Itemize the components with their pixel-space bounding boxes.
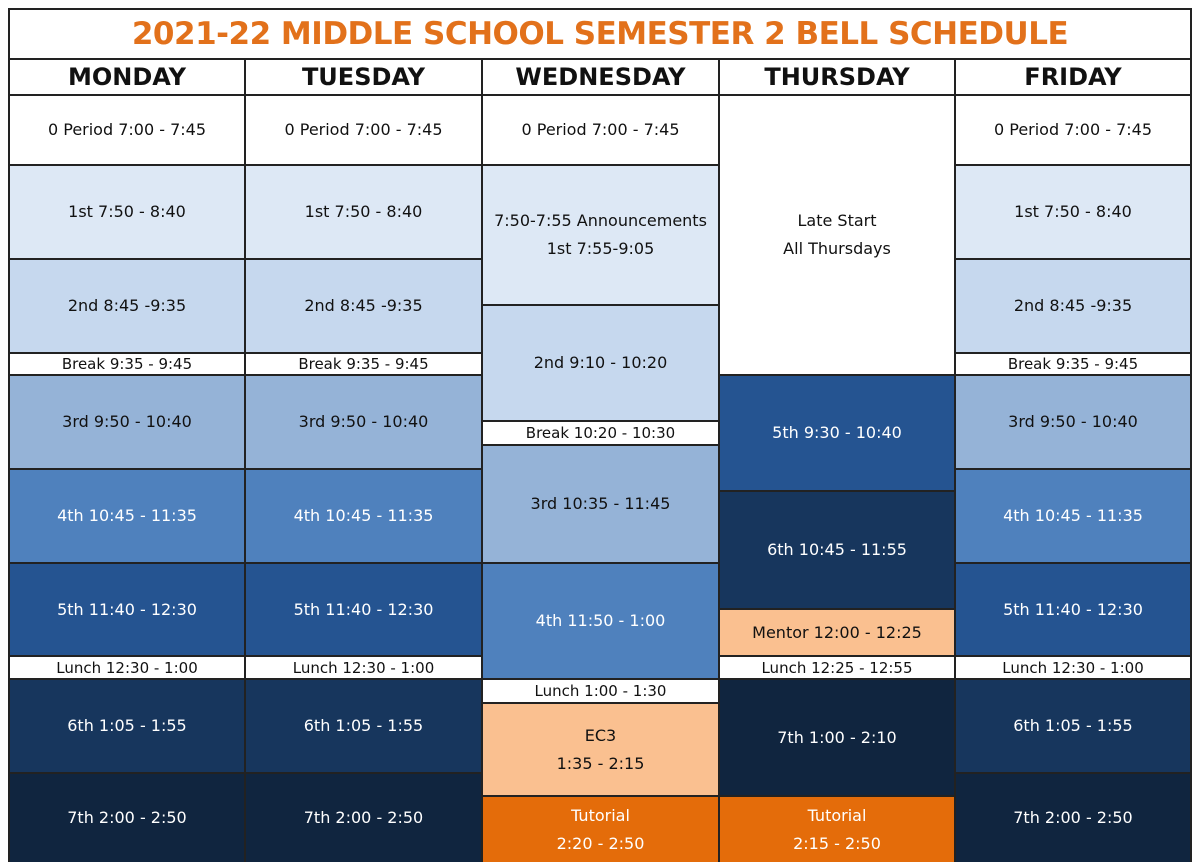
schedule-cell: Break 10:20 - 10:30 — [483, 422, 718, 446]
schedule-cell: 7th 2:00 - 2:50 — [246, 774, 481, 862]
schedule-cell: Tutorial 2:20 - 2:50 — [483, 797, 718, 862]
schedule-cell: 3rd 9:50 - 10:40 — [246, 376, 481, 470]
day-header: MONDAY — [10, 60, 244, 96]
schedule-cell: 4th 11:50 - 1:00 — [483, 564, 718, 680]
schedule-cell: Break 9:35 - 9:45 — [10, 354, 244, 376]
schedule-cell: 0 Period 7:00 - 7:45 — [956, 96, 1190, 166]
day-header: THURSDAY — [720, 60, 954, 96]
schedule-cell: 3rd 10:35 - 11:45 — [483, 446, 718, 564]
schedule-cell: Tutorial 2:15 - 2:50 — [720, 797, 954, 862]
schedule-cell: 2nd 8:45 -9:35 — [956, 260, 1190, 354]
schedule-cell: Lunch 12:30 - 1:00 — [956, 657, 1190, 680]
schedule-cell: EC3 1:35 - 2:15 — [483, 704, 718, 797]
day-column-thursday — [720, 60, 956, 862]
schedule-cell: 1st 7:50 - 8:40 — [246, 166, 481, 260]
schedule-cell: Lunch 12:30 - 1:00 — [10, 657, 244, 680]
schedule-cell: 0 Period 7:00 - 7:45 — [10, 96, 244, 166]
day-column-tuesday — [246, 60, 483, 862]
schedule-cell: 2nd 9:10 - 10:20 — [483, 306, 718, 422]
schedule-title: 2021-22 MIDDLE SCHOOL SEMESTER 2 BELL SCHEDULE — [10, 10, 1190, 60]
schedule-cell: 5th 11:40 - 12:30 — [246, 564, 481, 657]
schedule-cell: 7:50-7:55 Announcements 1st 7:55-9:05 — [483, 166, 718, 306]
schedule-cell: 7th 2:00 - 2:50 — [10, 774, 244, 862]
schedule-cell: 4th 10:45 - 11:35 — [246, 470, 481, 564]
bell-schedule-table — [8, 8, 1192, 862]
schedule-cell: Break 9:35 - 9:45 — [956, 354, 1190, 376]
schedule-cell: 3rd 9:50 - 10:40 — [10, 376, 244, 470]
day-header: FRIDAY — [956, 60, 1190, 96]
schedule-cell: 6th 1:05 - 1:55 — [246, 680, 481, 774]
schedule-cell: Lunch 12:30 - 1:00 — [246, 657, 481, 680]
day-column-wednesday — [483, 60, 720, 862]
schedule-cell: 4th 10:45 - 11:35 — [956, 470, 1190, 564]
schedule-cell: Mentor 12:00 - 12:25 — [720, 610, 954, 657]
schedule-cell: 5th 11:40 - 12:30 — [956, 564, 1190, 657]
schedule-cell: 6th 1:05 - 1:55 — [956, 680, 1190, 774]
day-column-friday — [956, 60, 1190, 862]
schedule-cell: 1st 7:50 - 8:40 — [10, 166, 244, 260]
schedule-cell: 6th 1:05 - 1:55 — [10, 680, 244, 774]
schedule-cell: Lunch 1:00 - 1:30 — [483, 680, 718, 704]
schedule-cell: Lunch 12:25 - 12:55 — [720, 657, 954, 680]
schedule-cell: 5th 11:40 - 12:30 — [10, 564, 244, 657]
schedule-cell: Late Start All Thursdays — [720, 96, 954, 376]
schedule-cell: 6th 10:45 - 11:55 — [720, 492, 954, 610]
schedule-cell: 7th 2:00 - 2:50 — [956, 774, 1190, 862]
day-header: TUESDAY — [246, 60, 481, 96]
day-header: WEDNESDAY — [483, 60, 718, 96]
schedule-cell: 7th 1:00 - 2:10 — [720, 680, 954, 797]
schedule-cell: 4th 10:45 - 11:35 — [10, 470, 244, 564]
schedule-cell: 2nd 8:45 -9:35 — [10, 260, 244, 354]
schedule-cell: 0 Period 7:00 - 7:45 — [246, 96, 481, 166]
schedule-cell: 0 Period 7:00 - 7:45 — [483, 96, 718, 166]
schedule-cell: Break 9:35 - 9:45 — [246, 354, 481, 376]
schedule-cell: 1st 7:50 - 8:40 — [956, 166, 1190, 260]
day-column-monday — [10, 60, 246, 862]
schedule-cell: 3rd 9:50 - 10:40 — [956, 376, 1190, 470]
schedule-cell: 5th 9:30 - 10:40 — [720, 376, 954, 492]
schedule-cell: 2nd 8:45 -9:35 — [246, 260, 481, 354]
